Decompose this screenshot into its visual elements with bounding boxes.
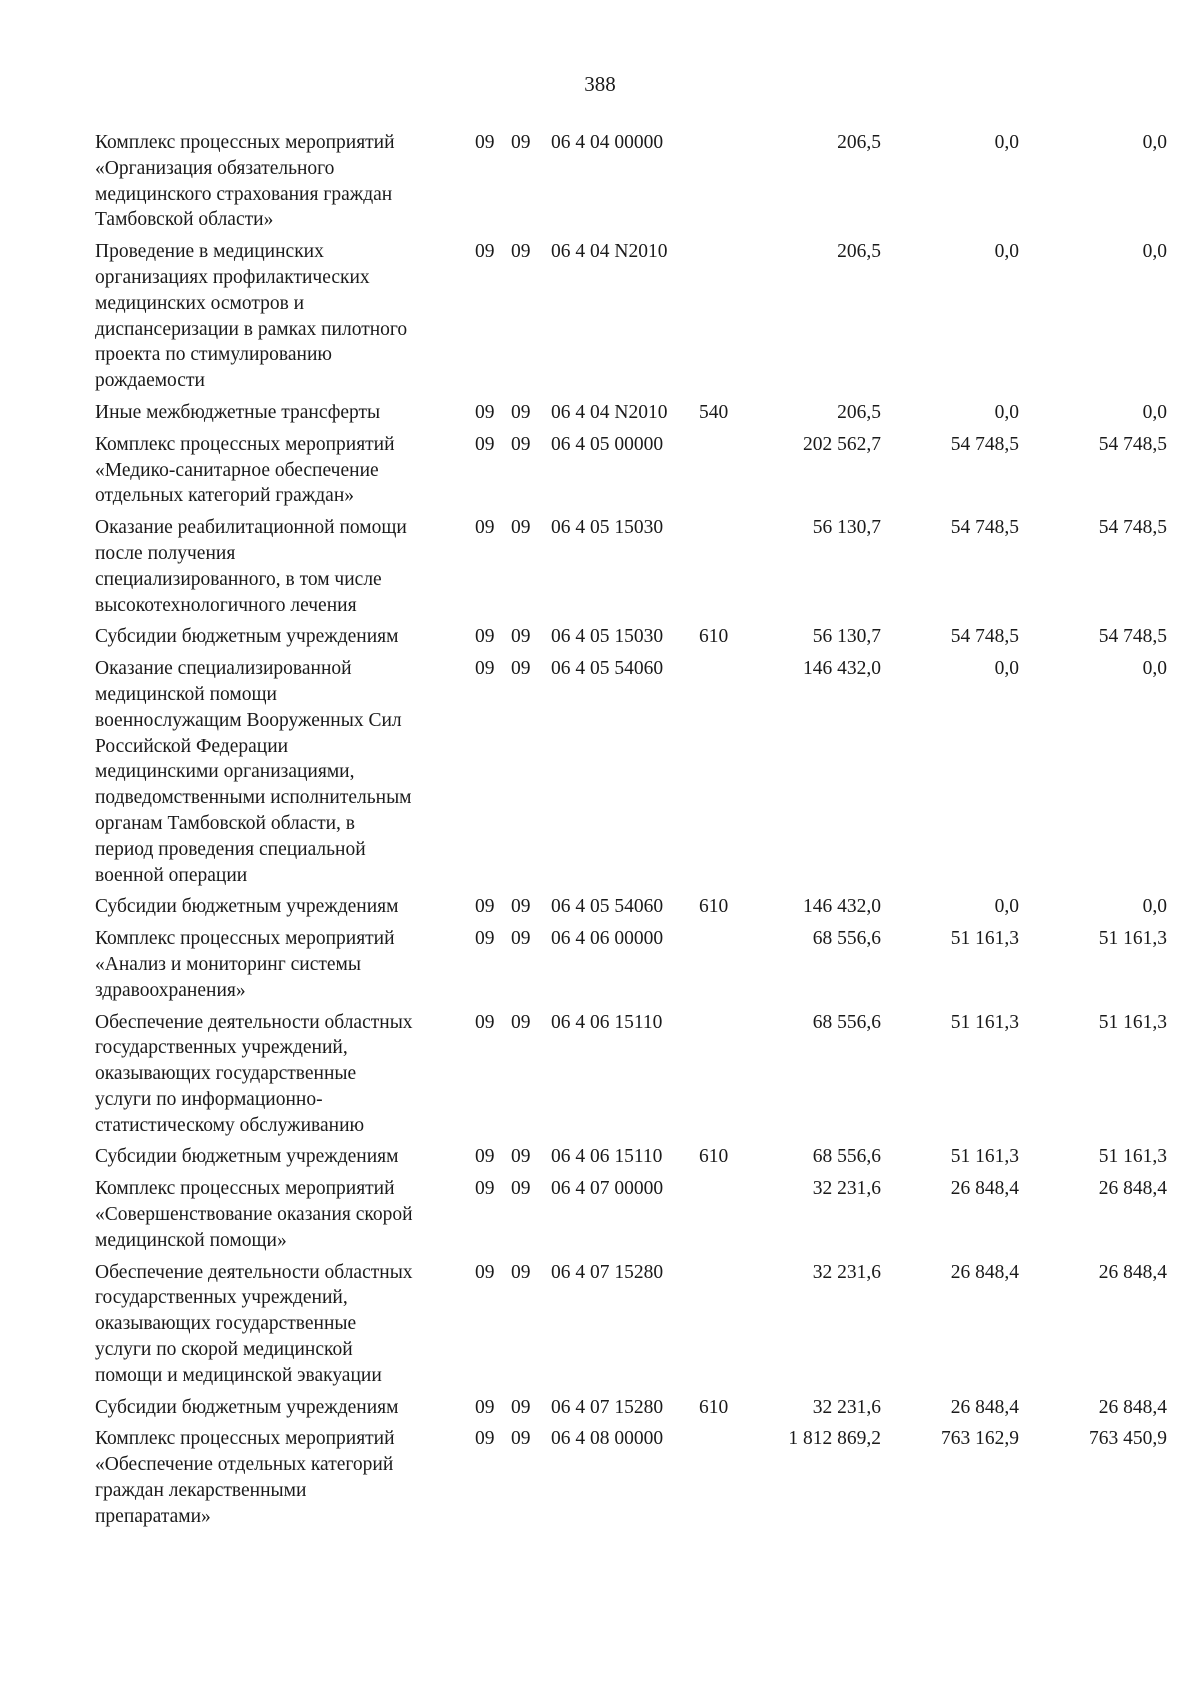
amount-year-1: 32 231,6 xyxy=(812,1178,881,1200)
amount-year-1: 206,5 xyxy=(837,241,881,263)
amount-year-2: 0,0 xyxy=(994,241,1019,263)
section-code: 09 xyxy=(475,241,495,263)
amount-year-3: 0,0 xyxy=(1142,401,1167,423)
amount-year-1: 56 130,7 xyxy=(812,626,881,648)
amount-year-3: 0,0 xyxy=(1142,132,1167,153)
table-row xyxy=(95,624,1167,650)
item-name: Обеспечение деятельности областных государственных учреждений, оказывающих государственные услуги по информационно- статистическому обслуживанию xyxy=(95,1011,413,1136)
table-row xyxy=(95,1260,1167,1389)
item-name: Комплекс процессных мероприятий «Совершенствование оказания скорой медицинской помощи» xyxy=(95,1178,413,1251)
amount-year-1: 56 130,7 xyxy=(812,517,881,539)
target-article-code: 06 4 05 00000 xyxy=(551,433,664,455)
expense-type-code: 610 xyxy=(699,896,729,918)
amount-year-1: 206,5 xyxy=(837,401,881,423)
section-code: 09 xyxy=(475,928,495,950)
amount-year-2: 26 848,4 xyxy=(950,1178,1019,1200)
amount-year-2: 0,0 xyxy=(994,401,1019,423)
amount-year-1: 32 231,6 xyxy=(812,1396,881,1418)
amount-year-3: 26 848,4 xyxy=(1098,1396,1167,1418)
amount-year-3: 0,0 xyxy=(1142,896,1167,918)
target-article-code: 06 4 08 00000 xyxy=(551,1428,664,1450)
table-row xyxy=(95,239,1167,394)
amount-year-1: 68 556,6 xyxy=(812,1146,881,1168)
amount-year-3: 0,0 xyxy=(1142,241,1167,263)
subsection-code: 09 xyxy=(511,517,531,539)
amount-year-3: 51 161,3 xyxy=(1098,928,1167,950)
target-article-code: 06 4 04 N2010 xyxy=(551,401,668,423)
target-article-code: 06 4 07 15280 xyxy=(551,1396,664,1418)
subsection-code: 09 xyxy=(511,658,531,680)
amount-year-3: 54 748,5 xyxy=(1098,433,1167,455)
item-name: Иные межбюджетные трансферты xyxy=(95,401,381,423)
amount-year-2: 26 848,4 xyxy=(950,1261,1019,1283)
item-name: Проведение в медицинских организациях профилактических медицинских осмотров и диспансеризации в рамках пилотного проекта по стимулированию рождаемости xyxy=(95,241,408,392)
section-code: 09 xyxy=(475,626,495,648)
target-article-code: 06 4 07 15280 xyxy=(551,1261,664,1283)
amount-year-3: 51 161,3 xyxy=(1098,1146,1167,1168)
amount-year-2: 51 161,3 xyxy=(950,1011,1019,1033)
amount-year-1: 146 432,0 xyxy=(803,896,881,918)
subsection-code: 09 xyxy=(511,1011,531,1033)
amount-year-2: 51 161,3 xyxy=(950,928,1019,950)
expense-type-code: 610 xyxy=(699,1146,729,1168)
item-name: Обеспечение деятельности областных государственных учреждений, оказывающих государственные услуги по скорой медицинской помощи и медицинской эвакуации xyxy=(95,1261,413,1386)
amount-year-1: 68 556,6 xyxy=(812,1011,881,1033)
item-name: Комплекс процессных мероприятий «Медико-санитарное обеспечение отдельных категорий граждан» xyxy=(95,433,395,507)
section-code: 09 xyxy=(475,517,495,539)
item-name: Оказание реабилитационной помощи после получения специализированного, в том числе высокотехнологичного лечения xyxy=(95,517,407,616)
target-article-code: 06 4 06 00000 xyxy=(551,928,664,950)
section-code: 09 xyxy=(475,401,495,423)
section-code: 09 xyxy=(475,1261,495,1283)
target-article-code: 06 4 05 54060 xyxy=(551,896,664,918)
section-code: 09 xyxy=(475,896,495,918)
subsection-code: 09 xyxy=(511,132,531,153)
subsection-code: 09 xyxy=(511,1178,531,1200)
amount-year-1: 206,5 xyxy=(837,132,881,153)
item-name: Комплекс процессных мероприятий «Обеспечение отдельных категорий граждан лекарственными препаратами» xyxy=(95,1428,395,1527)
target-article-code: 06 4 05 54060 xyxy=(551,658,664,680)
target-article-code: 06 4 06 15110 xyxy=(551,1146,663,1168)
amount-year-3: 26 848,4 xyxy=(1098,1178,1167,1200)
item-name: Комплекс процессных мероприятий «Организация обязательного медицинского страхования граждан Тамбовской области» xyxy=(95,132,395,231)
table-row xyxy=(95,432,1167,509)
amount-year-1: 68 556,6 xyxy=(812,928,881,950)
section-code: 09 xyxy=(475,433,495,455)
amount-year-2: 763 162,9 xyxy=(941,1428,1019,1450)
subsection-code: 09 xyxy=(511,896,531,918)
amount-year-1: 1 812 869,2 xyxy=(788,1428,881,1450)
target-article-code: 06 4 04 N2010 xyxy=(551,241,668,263)
target-article-code: 06 4 05 15030 xyxy=(551,517,664,539)
amount-year-2: 0,0 xyxy=(994,896,1019,918)
amount-year-3: 0,0 xyxy=(1142,658,1167,680)
table-row xyxy=(95,1426,1167,1529)
amount-year-2: 0,0 xyxy=(994,132,1019,153)
table-row xyxy=(95,1010,1167,1139)
subsection-code: 09 xyxy=(511,1396,531,1418)
amount-year-3: 54 748,5 xyxy=(1098,626,1167,648)
section-code: 09 xyxy=(475,1178,495,1200)
amount-year-1: 202 562,7 xyxy=(803,433,881,455)
target-article-code: 06 4 06 15110 xyxy=(551,1011,663,1033)
table-row xyxy=(95,515,1167,618)
section-code: 09 xyxy=(475,1011,495,1033)
section-code: 09 xyxy=(475,132,495,153)
table-row xyxy=(95,926,1167,1003)
subsection-code: 09 xyxy=(511,1146,531,1168)
amount-year-2: 54 748,5 xyxy=(950,517,1019,539)
expense-type-code: 610 xyxy=(699,626,729,648)
amount-year-3: 54 748,5 xyxy=(1098,517,1167,539)
target-article-code: 06 4 05 15030 xyxy=(551,626,664,648)
item-name: Оказание специализированной медицинской помощи военнослужащим Вооруженных Сил Российской Федерации медицинскими организациями, подведомственными исполнительным органам Тамбовской области, в период проведения специальной военной операции xyxy=(95,658,412,886)
amount-year-1: 32 231,6 xyxy=(812,1261,881,1283)
target-article-code: 06 4 07 00000 xyxy=(551,1178,664,1200)
table-row xyxy=(95,894,1167,920)
amount-year-2: 54 748,5 xyxy=(950,433,1019,455)
subsection-code: 09 xyxy=(511,433,531,455)
amount-year-3: 51 161,3 xyxy=(1098,1011,1167,1033)
table-row xyxy=(95,400,1167,426)
subsection-code: 09 xyxy=(511,928,531,950)
table-row xyxy=(95,656,1167,888)
amount-year-2: 54 748,5 xyxy=(950,626,1019,648)
item-name: Субсидии бюджетным учреждениям xyxy=(95,626,399,648)
budget-table xyxy=(95,130,1167,1536)
page-number: 388 xyxy=(584,72,616,96)
section-code: 09 xyxy=(475,1146,495,1168)
item-name: Субсидии бюджетным учреждениям xyxy=(95,896,399,918)
subsection-code: 09 xyxy=(511,401,531,423)
amount-year-1: 146 432,0 xyxy=(803,658,881,680)
subsection-code: 09 xyxy=(511,1428,531,1450)
target-article-code: 06 4 04 00000 xyxy=(551,132,664,153)
subsection-code: 09 xyxy=(511,241,531,263)
expense-type-code: 540 xyxy=(699,401,729,423)
amount-year-3: 26 848,4 xyxy=(1098,1261,1167,1283)
amount-year-2: 0,0 xyxy=(994,658,1019,680)
item-name: Субсидии бюджетным учреждениям xyxy=(95,1146,399,1168)
amount-year-3: 763 450,9 xyxy=(1089,1428,1167,1450)
amount-year-2: 26 848,4 xyxy=(950,1396,1019,1418)
table-row xyxy=(95,1144,1167,1170)
table-row xyxy=(95,1176,1167,1253)
table-row xyxy=(95,130,1167,233)
subsection-code: 09 xyxy=(511,626,531,648)
table-row xyxy=(95,1395,1167,1421)
section-code: 09 xyxy=(475,1396,495,1418)
section-code: 09 xyxy=(475,658,495,680)
expense-type-code: 610 xyxy=(699,1396,729,1418)
item-name: Субсидии бюджетным учреждениям xyxy=(95,1396,399,1418)
subsection-code: 09 xyxy=(511,1261,531,1283)
amount-year-2: 51 161,3 xyxy=(950,1146,1019,1168)
section-code: 09 xyxy=(475,1428,495,1450)
item-name: Комплекс процессных мероприятий «Анализ и мониторинг системы здравоохранения» xyxy=(95,928,395,1001)
